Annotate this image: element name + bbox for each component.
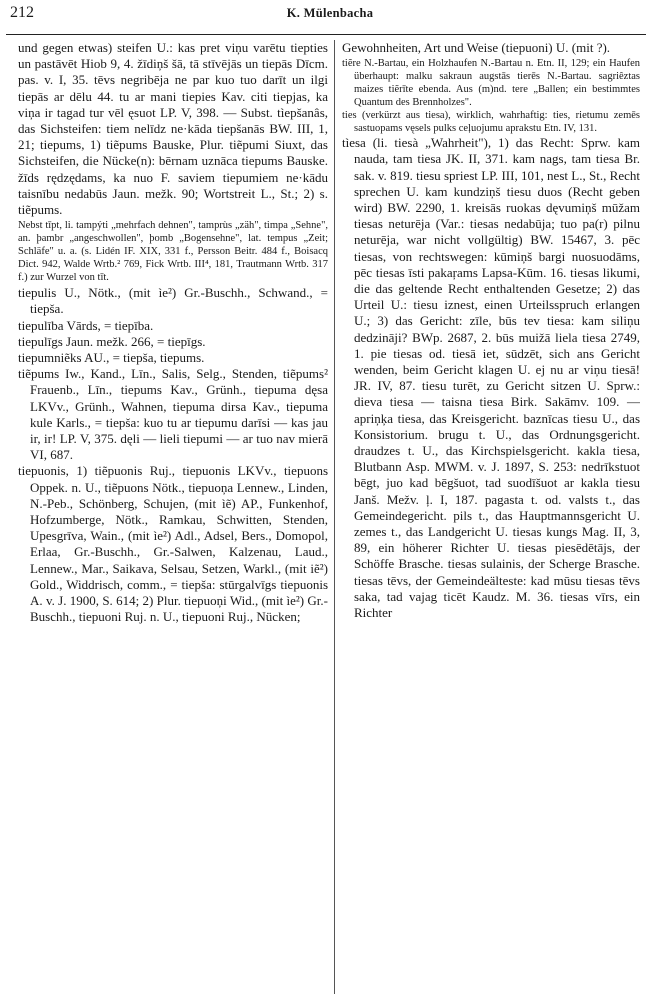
entry-ties: ties (verkürzt aus tiesa), wirklich, wahrhaftig: ties, rietumu zemēs sastuopams vęsels pulks ceļuojumu aprakstu Etn. IV, 131. [342,110,640,135]
header-rule [6,34,646,35]
entry-tiepuligs: tiepulīgs Jaun. mežk. 266, = tiepīgs. [18,333,206,349]
etymology-note: Nebst tīpt, li. tampýti „mehrfach dehnen", tamprùs „zäh", timpa „Sehne", an. þambr „angeschwollen", þomb „Bogensehne", lat. tempus „Zeit; Schläfe" u. a. (s. Lidén IF. XIX, 331 f., Persson Beitr. 484 f., Boisacq Dict. 942, Walde Wrtb.² 769, Fick Wrtb. III⁴, 181, Trautmann Wrtb. 317 f.) zur Wurzel von tīt. [18,220,328,284]
column-divider [334,40,335,994]
right-column [342,40,640,994]
entry-tiepulis: tiepulis U., Nötk., (mit ìe²) Gr.-Buschh., Schwand., = tiepša. [18,285,328,317]
running-head: K. Mülenbacha [286,6,374,20]
entry-tiepuliba: tiepulība Vārds, = tiepība. [18,317,154,333]
page-number: 212 [10,4,34,21]
entry-tiepuonis: tiepuonis, 1) tiẽpuonis Ruj., tiepuonis LKVv., tiepuons Oppek. n. U., tiẽpuons Nötk., tiepuoņa Lennew., Linden, N.-Peb., Schönberg, Schujen, (mit ìẽ) AP., Funkenhof, Hofzumberge, Nötk., Ramkau, Schwitten, Stenden, Upesgrīva, Wain., (mit ìe²) Adl., Adsel, Bers., Domopol, Erlaa, Gr.-Buschh., Gr.-Salwen, Kalzenau, Laud., Lennew., Mar., Saikava, Selsau, Setzen, Warkl., (mit iẽ²) Gold., Widdrisch, comm., = tiepša: stūrgalvīgs tiepuonis A. v. J. 1900, S. 614; 2) Plur. tiepuoņi Wid., (mit ìe²) Gr.-Buschh., tiepuoni Ruj. n. U., tiepuoni Ruj., Nücken; [18,463,328,625]
entry-tiere: tiẽre N.-Bartau, ein Holzhaufen N.-Bartau n. Etn. II, 129; ein Haufen überhaupt: malku sakraun augstās tierēs N.-Bartau. sagriêztas maizes tiẽrīte ebenda. Aus (m)nd. tere „Ballen; ein bestimmtes Quantum des Brennholzes". [342,58,640,109]
entry-tiepums: tiẽpums Iw., Kand., Līn., Salis, Selg., Stenden, tiẽpums² Frauenb., Līn., tiepums Kav., Grünh., tiepuma dęsa LKVv., Grünh., Wahnen, tiepuma dirsa Kav., tiepuma kule Karls., = tiepša: kuo tu ar tiepumu darīsi — kas jau ir, ir! LP. V, 375. dęli — lieli tiepumi — ar tuo nav mierā VI, 687. [18,366,328,463]
left-column [18,40,328,994]
entry-continuation-right: Gewohnheiten, Art und Weise (tiepuoni) U. (mit ?). [342,40,611,55]
entry-tiesa: tìesa (li. tiesà „Wahrheit"), 1) das Recht: Sprw. kam nauda, tam tiesa JK. II, 371. kam nags, tam tiesa Br. sak. v. 819. tiesu spriest LP. III, 101, nest L., St., Recht sprechen U. kam kundziņš tiesu duos (Recht geben wird) BW. 2290, 1. kreisās ruokas dęvumiņš mūžam tiesas neturēja (Var.: tiesas nedabūja; tuo pa(r) pilnu neturēja, war nicht vollgültig) BW. 15467, 3. pēc tiesas, von rechtswegen: kūmiņš bargi nuosuodāms, pēc tiesas īsti pakaŗams Lapsa-Kūm. 16. tiesas likumi, die das geltende Recht enthaltenden Gesetze; 2) das Urteil U.: tiesu iznest, einen Urteilsspruch erlangen U.; 3) das Gericht: zīle, būs tev tiesa: kam siliņu dedzināji? BWp. 2687, 2. būs muižā liela tiesa 2749, 1. pie tiesas od. tiesā iet, sūdzēt, sich ans Gericht wenden, beim Gericht klagen U. ej nu ar viņu tiesā! JR. IV, 87. tiesu turēt, zu Gericht sitzen U. Sprw.: dieva tiesa — taisna tiesa Birk. Sakāmv. 109. — apriņķa tiesa, das Kreisgericht. baznīcas tiesu U., das Konsistorium. brugu t. U., das Ordnungsgericht. draudzes t. U., das Kirchspielsgericht. kakla tiesa, Blutbann Asp. MWM. v. J. 1897, S. 253: nedrīkstuot bēgt, juo kad bēgšuot, tad suodīšuot ar kakla tiesu Janš. Mežv. ļ. I, 187. pagasta t. od. valsts t., das Gemeindegericht. pils t., das Hauptmannsgericht U. zemes t., das Landgericht U. tiesas kungs Mag. II, 3, 89, ein höherer Richter U. tiesas piesēdētājs, der Schöffe Brasche. tiesas sulainis, der Scherge Brasche. tiesas tēvs, der Gemeindeälteste: kad mūsu tiesas tēvs saka, tad vajag ticēt Kaudz. M. 36. tiesas vīrs, ein Richter [342,135,640,621]
page-header [0,0,660,34]
entry-continuation: und gegen etwas) steifen U.: kas pret viņu varētu tiepties un pastāvēt Hiob 9, 4. žīdiņš šā, tā stīvējās un tiepās Dīcm. pas. v. I, 35. tēvs negribēja ne par kuo tuo darīt un ilgi tiepās ar dēlu 44. tu ar mani tiepies Kav. citi tiepjas, ka viņa ir tagad tur vēl ęsuot LP. V, 398. — Subst. tìepšanâs, das Sichsteifen: tiem nelīdz ne·kāda tiepšanās BW. III, 1, 21; tiepums, 1) tiẽpums Bauske, Plur. tiẽpumi Siuxt, das Sichsteifen, die Nücke(n): bērnam uznāca tiepums Bauske. žīds rędzędams, ka nuo F. saviem tiepumiem ne·kādu taisnību nedabūs Jaun. mežk. 90; Wortstreit L., St.; 2) s. tiẽpums. [18,40,328,218]
entry-tiepumnieks: tiepumniẽks AU., = tiepša, tiepums. [18,350,205,366]
